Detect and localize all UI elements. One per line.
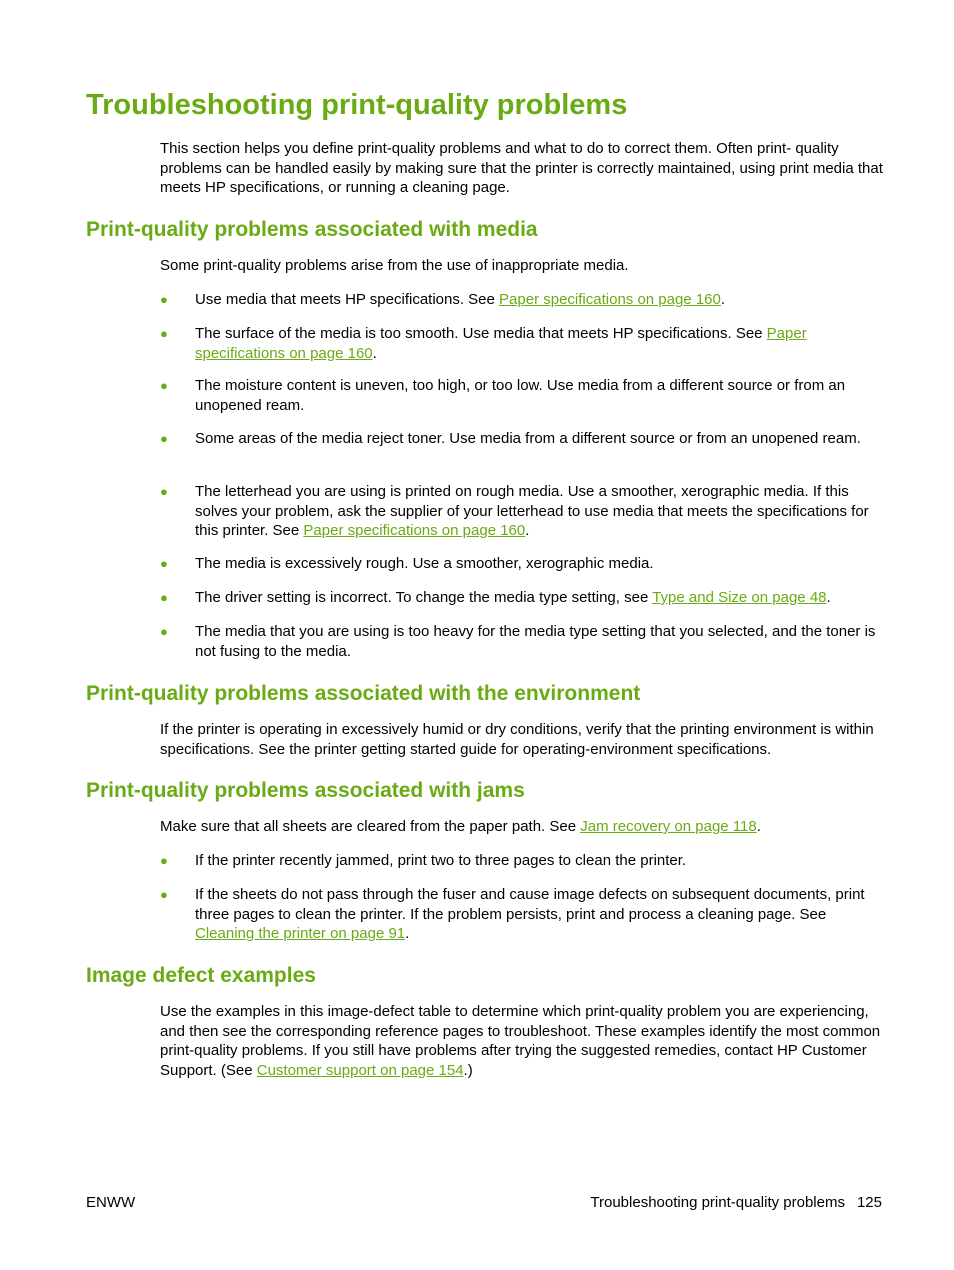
list-item — [160, 554, 884, 574]
bullet-icon: ● — [160, 590, 168, 605]
list-item-text-part: The surface of the media is too smooth. Use media that meets HP specifications. See — [195, 325, 767, 342]
jams-intro-text: Make sure that all sheets are cleared from the paper path. See — [160, 818, 581, 835]
list-item — [160, 376, 884, 415]
media-intro: Some print-quality problems arise from the use of inappropriate media. — [160, 257, 629, 274]
bullet-icon: ● — [160, 556, 168, 571]
page-number: 125 — [856, 1194, 882, 1211]
bullet-icon: ● — [160, 853, 168, 868]
bullet-icon: ● — [160, 378, 168, 393]
list-item-text: Some areas of the media reject toner. Use media from a different source or from an unopened ream. — [195, 430, 861, 447]
environment-paragraph: If the printer is operating in excessively humid or dry conditions, verify that the printing environment is within specifications. See the printer getting started guide for operating-environment specifications. — [160, 721, 874, 758]
bullet-icon: ● — [160, 326, 168, 341]
page-title: Troubleshooting print-quality problems — [86, 89, 628, 121]
list-item-text — [195, 290, 884, 310]
link-paper-specifications[interactable]: Paper specifications on page 160 — [195, 325, 807, 362]
list-item — [160, 885, 884, 944]
defects-text: .) — [463, 1061, 473, 1079]
bullet-icon: ● — [160, 887, 168, 902]
list-item — [160, 290, 884, 310]
list-item-text: The media is excessively rough. Use a smoother, xerographic media. — [195, 555, 654, 572]
list-item-text-part: . — [720, 291, 726, 308]
list-item-text-part: . — [826, 589, 831, 606]
bullet-icon: ● — [160, 292, 168, 307]
list-item-text-part: . — [525, 522, 530, 539]
link-customer-support[interactable]: Customer support on page 154 — [256, 1061, 464, 1079]
heading-environment: Print-quality problems associated with the environment — [86, 682, 641, 705]
list-item-text-part: . — [405, 925, 410, 942]
list-item-text — [195, 885, 884, 944]
list-item-text: If the printer recently jammed, print two to three pages to clean the printer. — [195, 852, 687, 869]
heading-image-defect-examples: Image defect examples — [86, 964, 316, 987]
list-item-text-part: . — [372, 344, 377, 362]
bullet-icon: ● — [160, 431, 168, 446]
list-item — [160, 851, 884, 871]
list-item — [160, 482, 884, 541]
heading-jams: Print-quality problems associated with jams — [86, 779, 525, 802]
link-jam-recovery[interactable]: Jam recovery on page 118 — [580, 818, 757, 835]
link-type-and-size[interactable]: Type and Size on page 48 — [652, 589, 827, 606]
link-paper-specifications[interactable]: Paper specifications on page 160 — [499, 291, 721, 308]
bullet-icon: ● — [160, 484, 168, 499]
link-paper-specifications[interactable]: Paper specifications on page 160 — [303, 522, 526, 539]
jams-intro-text: . — [756, 818, 761, 835]
defects-paragraph — [160, 1002, 884, 1080]
footer-left: ENWW — [86, 1194, 136, 1211]
list-item-text: The media that you are using is too heavy for the media type setting that you selected, and the toner is not fusing to the media. — [195, 623, 876, 660]
list-item — [160, 429, 884, 449]
list-item-text-part: Use media that meets HP specifications. See — [195, 291, 500, 308]
link-cleaning-the-printer[interactable]: Cleaning the printer on page 91 — [195, 925, 406, 942]
list-item-text — [195, 324, 884, 363]
list-item-text — [195, 482, 884, 541]
jams-intro — [160, 817, 884, 837]
defects-text: Use the examples in this image-defect table to determine which print-quality problem you are experiencing, and then see the corresponding reference pages to troubleshoot. These examples identify the most common print-quality problems. If you still have problems after trying the suggested remedies, contact HP Customer Support. (See — [160, 1003, 881, 1079]
footer-right — [590, 1193, 882, 1212]
list-item-text-part: The letterhead you are using is printed on rough media. Use a smoother, xerographic media. If this solves your problem, ask the supplier of your letterhead to use media that meets the specifications for this printer. See — [195, 483, 869, 539]
list-item — [160, 622, 884, 661]
list-item — [160, 324, 884, 363]
list-item-text-part: The driver setting is incorrect. To change the media type setting, see — [195, 589, 653, 606]
list-item-text — [195, 588, 884, 608]
list-item — [160, 588, 884, 608]
list-item-text-part: If the sheets do not pass through the fuser and cause image defects on subsequent documents, print three pages to clean the printer. If the problem persists, print and process a cleaning page. See — [195, 886, 865, 923]
intro-paragraph: This section helps you define print-quality problems and what to do to correct them. Often print- quality problems can be handled easily by making sure that the printer is correctly maintained, using print media that meets HP specifications, or running a cleaning page. — [160, 140, 883, 196]
footer-section-title: Troubleshooting print-quality problems — [590, 1194, 845, 1211]
bullet-icon: ● — [160, 624, 168, 639]
heading-media: Print-quality problems associated with media — [86, 218, 538, 241]
list-item-text: The moisture content is uneven, too high, or too low. Use media from a different source or from an unopened ream. — [195, 377, 846, 414]
